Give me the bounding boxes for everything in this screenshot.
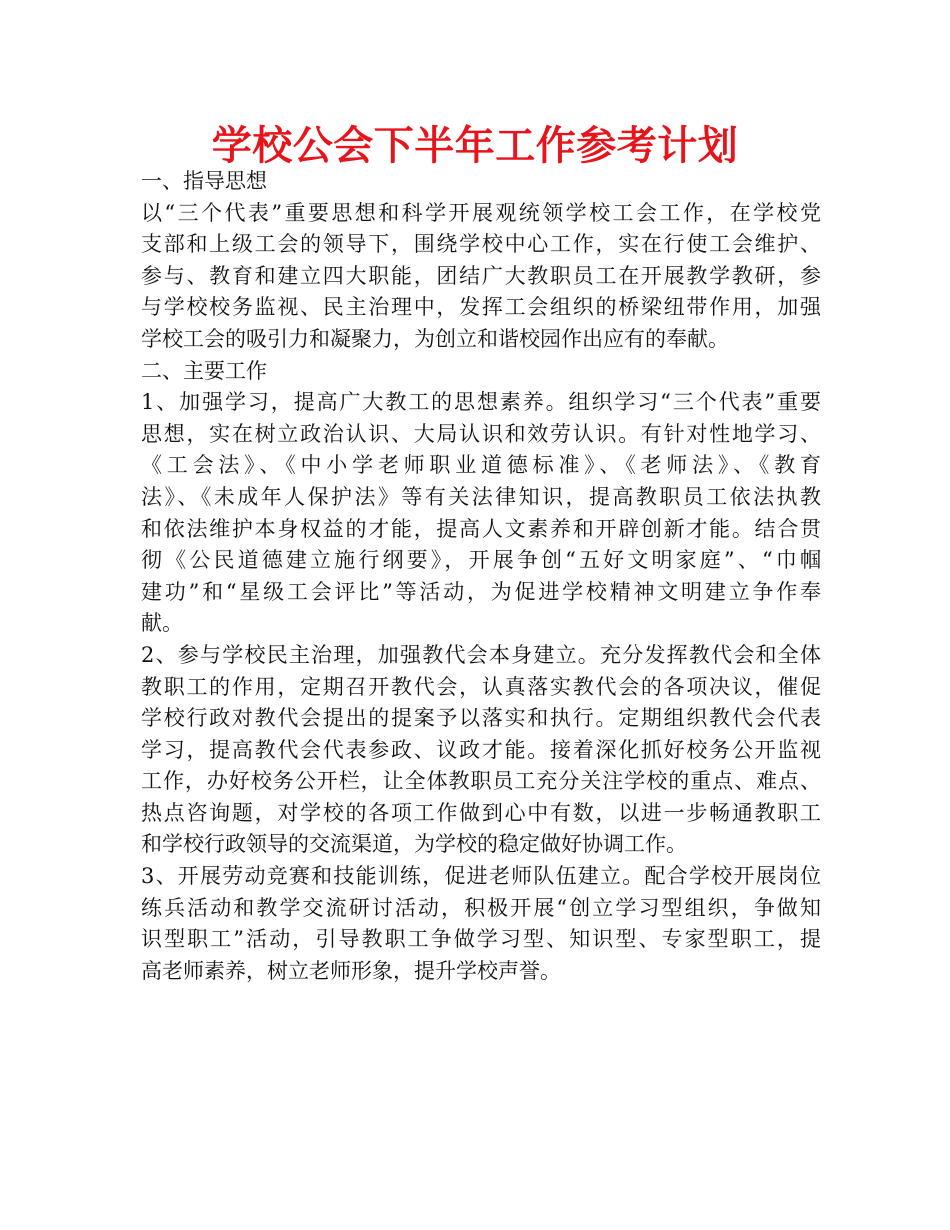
document-title: 学校公会下半年工作参考计划 (211, 123, 739, 169)
text-line: 参与、教育和建立四大职能，团结广大教职员工在开展教学教研，参 (141, 263, 821, 288)
text-line: 二、主要工作 (141, 358, 267, 383)
text-line: 3、开展劳动竞赛和技能训练，促进老师队伍建立。配合学校开展岗位 (141, 864, 821, 889)
document-body (141, 166, 821, 987)
text-line: 高老师素养，树立老师形象，提升学校声誉。 (141, 958, 561, 983)
text-line: 工作，办好校务公开栏，让全体教职员工充分关注学校的重点、难点、 (141, 769, 821, 794)
text-line: 一、指导思想 (141, 169, 267, 193)
text-line: 建功”和“星级工会评比”等活动，为促进学校精神文明建立争作奉 (141, 579, 821, 604)
text-line: 彻《公民道德建立施行纲要》，开展争创“五好文明家庭”、“巾帼 (141, 548, 821, 573)
text-line: 和依法维护本身权益的才能，提高人文素养和开辟创新才能。结合贯 (141, 516, 821, 541)
text-line: 学习，提高教代会代表参政、议政才能。接着深化抓好校务公开监视 (141, 737, 821, 762)
text-line: 以“三个代表”重要思想和科学开展观统领学校工会工作，在学校党 (141, 200, 821, 225)
text-line: 学校行政对教代会提出的提案予以落实和执行。定期组织教代会代表 (141, 706, 821, 731)
text-line: 练兵活动和教学交流研讨活动，积极开展“创立学习型组织，争做知 (141, 895, 821, 920)
text-line: 支部和上级工会的领导下，围绕学校中心工作，实在行使工会维护、 (141, 232, 821, 257)
text-line: 思想，实在树立政治认识、大局认识和效劳认识。有针对性地学习、 (141, 421, 821, 446)
text-line: 法》、《未成年人保护法》等有关法律知识，提高教职员工依法执教 (141, 484, 821, 509)
text-line: 《工会法》、《中小学老师职业道德标准》、《老师法》、《教育 (141, 453, 821, 478)
text-line: 与学校校务监视、民主治理中，发挥工会组织的桥梁纽带作用，加强 (141, 295, 821, 320)
text-line: 热点咨询题，对学校的各项工作做到心中有数，以进一步畅通教职工 (141, 800, 821, 825)
text-line: 教职工的作用，定期召开教代会，认真落实教代会的各项决议，催促 (141, 674, 821, 699)
text-line: 和学校行政领导的交流渠道，为学校的稳定做好协调工作。 (141, 832, 687, 857)
text-line: 识型职工”活动，引导教职工争做学习型、知识型、专家型职工，提 (141, 927, 821, 952)
text-line: 1、加强学习，提高广大教工的思想素养。组织学习“三个代表”重要 (141, 390, 821, 415)
text-line: 学校工会的吸引力和凝聚力，为创立和谐校园作出应有的奉献。 (141, 326, 729, 351)
text-line: 2、参与学校民主治理，加强教代会本身建立。充分发挥教代会和全体 (141, 642, 821, 667)
text-line: 献。 (141, 611, 183, 636)
